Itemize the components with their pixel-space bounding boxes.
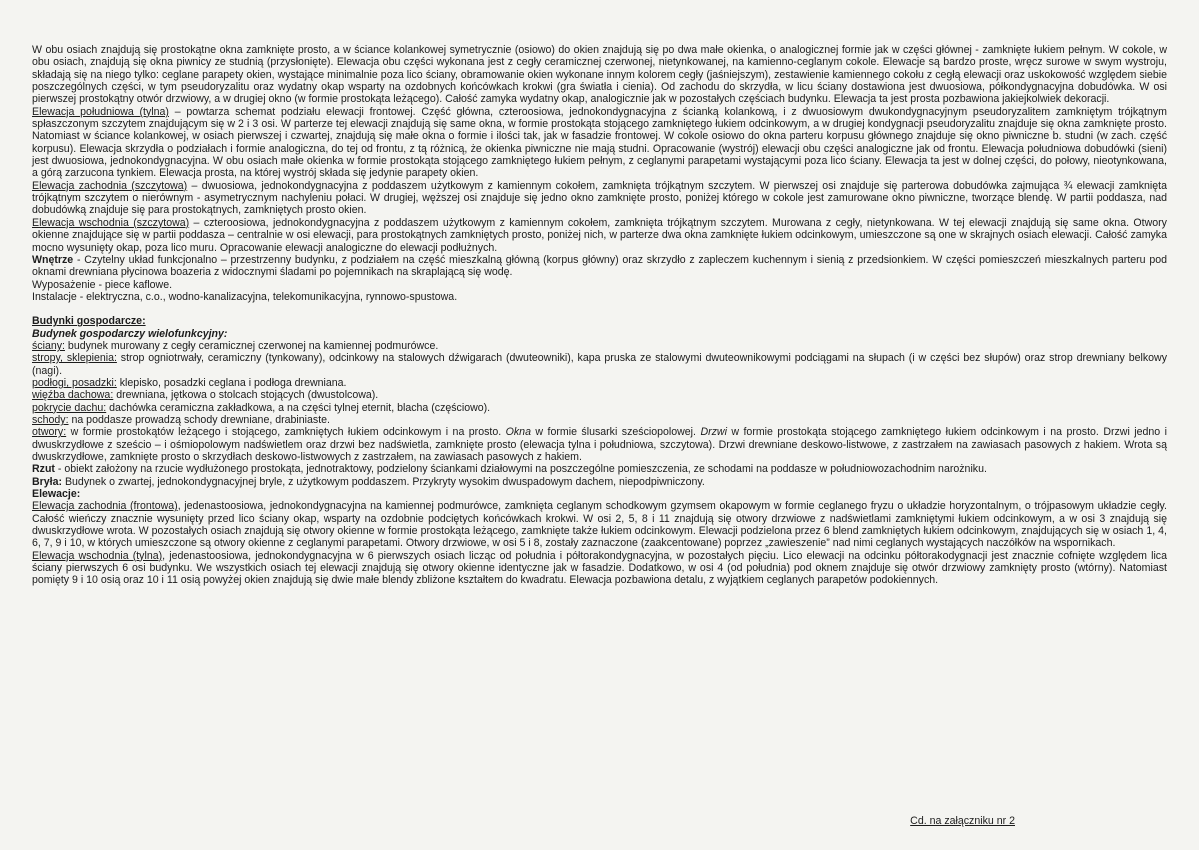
field-label: stropy, sklepienia: [32, 352, 117, 365]
paragraph-text: – dwuosiowa, jednokondygnacyjna z poddaszem użytkowym z kamiennym cokołem, zamknięta trójkątnym szczytem. W pierwszej osi znajduje się parterowa dobudówka zajmująca ¾ elewacji zamknięta trójkątnym szczytem o nierównym - asymetrycznym nachyleniu połaci. W drugiej, węższej osi znajduje się jedno okno zamknięte prosto, poniżej którego w cokole jest zamurowane okno piwniczne, tworzące blendę. W partii poddasza, nad dobudówką znajduje się para prostokątnych, zamkniętych prosto okien. [32, 179, 1167, 217]
section-label: Elewacja wschodnia (tylna) [32, 549, 163, 562]
section-label: Elewacja wschodnia (szczytowa) [32, 216, 190, 229]
continuation-note: Cd. na załączniku nr 2 [910, 815, 1015, 827]
field-value: budynek murowany z cegły ceramicznej czerwonej na kamiennej podmurówce. [64, 339, 439, 352]
subheading: Elewacje: [32, 488, 81, 501]
field-value-italic: Drzwi [700, 426, 727, 439]
field-row [32, 340, 1167, 352]
section-label: Elewacja zachodnia (szczytowa) [32, 179, 188, 192]
spacer [32, 303, 1167, 315]
heading: Budynki gospodarcze: [32, 315, 146, 328]
field-row [32, 414, 1167, 426]
field-row [32, 402, 1167, 414]
field-label: pokrycie dachu: [32, 401, 107, 414]
paragraph-text: - Czytelny układ funkcjonalno – przestrzenny budynku, z podziałem na część mieszkalną główną (korpus główny) oraz skrzydło z zapleczem kuchennym i sienią z przedsionkiem. W części pomieszczeń mieszkalnych parteru pod oknami drewniana płycinowa boazeria z widocznymi śladami po pojemnikach na skraplającą się wodę. [32, 253, 1167, 279]
field-value: drewniana, jętkowa o stolcach stojących (dwustolcowa). [113, 389, 379, 402]
paragraph [32, 217, 1167, 254]
paragraph [32, 106, 1167, 180]
paragraph [32, 476, 1167, 488]
field-value: na poddasze prowadzą schody drewniane, drabiniaste. [68, 413, 330, 426]
paragraph-text: , jedenastoosiowa, jednokondygnacyjna na kamiennej podmurówce, zamknięta ceglanym schodkowym gzymsem okapowym w formie ceglanego fryzu o układzie horyzontalnym, o trójpasowym układzie cegły. Całość wieńczy znacznie wysunięty przed lico ściany okap, wsparty na ozdobnie podciętych końcówkach krokwi. W osi 2, 5, 8 i 11 znajdują się otwory drzwiowe z nadświetlami zamkniętymi łukiem odcinkowym, a w osi 3 znajdują się dwuskrzydłowe wrota. W pozostałych osiach znajdują się otwory okienne w formie prostokąta leżącego, zamknięte także łukiem odcinkowym. Elewacji podzielona przez 6 blend zamkniętych łukiem odcinkowym, znajdujących się w osiach 1, 4, 6, 7, 9 i 10, w których umieszczone są otwory okienne z ceglanymi parapetami. Otwory drzwiowe, w osi 5 i 8, zostały zaznaczone (zaakcentowane) poprzez „zawieszenie” nad nimi ceglanych wystających naczółków na wspornikach. [32, 500, 1167, 550]
paragraph: Instalacje - elektryczna, c.o., wodno-kanalizacyjna, telekomunikacyjna, rynnowo-spustowa. [32, 290, 458, 303]
section-label: Rzut [32, 463, 55, 476]
paragraph [32, 500, 1167, 549]
paragraph-text: Budynek o zwartej, jednokondygnacyjnej bryle, z użytkowym poddaszem. Przykryty wysokim dwuspadowym dachem, niepodpiwniczony. [62, 475, 705, 488]
field-label: schody: [32, 413, 69, 426]
field-label: podłogi, posadzki: [32, 376, 117, 389]
field-value-italic: Okna [505, 426, 531, 439]
paragraph-text: - obiekt założony na rzucie wydłużonego prostokąta, jednotraktowy, podzielony ściankami działowymi na poszczególne pomieszczenia, ze schodami na poddasze w południowozachodnim narożniku. [54, 463, 987, 476]
field-value: w formie prostokąta stojącego zamkniętego łukiem odcinkowym i na prosto. Drzwi jedno i dwuskrzydłowe z sześcio – i ośmiopolowym nadświetlem oraz drzwi bez nadświetla, zamknięte prosto (elewacja tylna i południowa, szczytowa). Drzwi drewniane deskowo-listwowe, z zastrzałem na zawiasach pasowych z hakiem. Wrota są dwuskrzydłowe, zamknięte prosto o skrzydłach deskowo-listwowych z zastrzałem, na zawiasach pasowych z hakiem. [32, 426, 1167, 463]
field-value: strop ogniotrwały, ceramiczny (tynkowany), odcinkowy na stalowych dźwigarach (dwuteowniki), kapa pruska ze stalowymi dwuteownikowymi podciągami na słupach (i w części bez słupów) oraz strop drewniany belkowy (nagi). [32, 352, 1167, 377]
field-label: ściany: [32, 339, 65, 352]
paragraph-text: – czteroosiowa, jednokondygnacyjna z poddaszem użytkowym z kamiennym cokołem, zamknięta trójkątnym szczytem. Murowana z cegły, nietynkowana. W tej elewacji znajdują się same okna. Otwory okienne znajdujące się w partii poddasza – centralnie w osi elewacji, para prostokątnych zamkniętych prosto, poniżej nich, w parterze dwa okna zamknięte łukiem odcinkowym, umieszczone są one w skrajnych osiach elewacji. Całość zamyka mocno wysunięty okap, poza lico muru. Opracowanie elewacji analogiczne do elewacji podłużnych. [32, 216, 1167, 254]
section-label: Elewacja zachodnia (frontowa) [32, 500, 178, 513]
field-row [32, 426, 1167, 463]
paragraph [32, 254, 1167, 279]
paragraph-text: , jedenastoosiowa, jednokondygnacyjna w 6 pierwszych osiach licząc od południa i półtorakondygnacyjna, w pozostałych pięciu. Lico elewacji na odcinku półtorakodygnacji jest znacznie cofnięte względem lica ściany pierwszych 6 osi budynku. We wszystkich osiach tej elewacji znajdują się otwory okienne identyczne jak w fasadzie. Dodatkowo, w osi 4 (od południa) pod oknem znajduje się otwór drzwiowy zamknięty prosto (wtórny). Natomiast pomięty 9 i 10 osią oraz 10 i 11 osią powyżej okien znajdują się dwie małe blendy zbliżone kształtem do kwadratu. Elewacja pozbawiona detalu, z wyjątkiem ceglanych parapetów podokiennych. [32, 549, 1167, 587]
field-row [32, 377, 1167, 389]
section-label: Bryła: [32, 475, 63, 488]
field-label: otwory: [32, 426, 67, 439]
field-value: w formie ślusarki sześciopolowej. [530, 426, 701, 439]
field-label: więźba dachowa: [32, 389, 114, 402]
field-value: dachówka ceramiczna zakładkowa, a na części tylnej eternit, blacha (częściowo). [106, 401, 491, 414]
section-label: Elewacja południowa (tylna) [32, 105, 169, 118]
field-value: w formie prostokątów leżącego i stojącego, zamkniętych łukiem odcinkowym i na prosto. [66, 426, 506, 439]
paragraph [32, 550, 1167, 587]
paragraph [32, 180, 1167, 217]
paragraph [32, 463, 1167, 475]
paragraph: W obu osiach znajdują się prostokątne okna zamknięte prosto, a w ściance kolankowej symetrycznie (osiowo) do okien znajdują się po dwa małe okienka, o analogicznej formie jak w części głównej - zamknięte łukiem pełnym. W cokole, w obu osiach, znajdują się okna piwnicy ze studnią (przysłonięte). Elewacja obu części wykonana jest z cegły ceramicznej czerwonej, nietynkowanej, na kamienno-ceglanym cokole. Elewacje są bardzo proste, wręcz surowe w swym wystroju, składają się na niego tylko: ceglane parapety okien, wystające minimalnie poza lico ściany, obramowanie okien wykonane innym kolorem cegły (jaśniejszym), zestawienie kamiennego cokołu z cegłą elewacji oraz uskokowość względem siebie poszczególnych części, w tym pseudoryzalitu oraz wydatny okap wsparty na ozdobnych końcówkach krokwi (gra światła i cienia). Od zachodu do skrzydła, w licu ściany dostawiona jest dwuosiowa, półkondygnacyjna dobudówka. W osi pierwszej prostokątny otwór drzwiowy, a w drugiej okno (w formie prostokąta leżącego). Całość zamyka wydatny okap, analogicznie jak w pozostałych częściach budynku. Elewacja ta jest prosta pozbawiona jakiejkolwiek dekoracji. [32, 44, 1167, 106]
field-row [32, 352, 1167, 377]
field-row [32, 389, 1167, 401]
field-value: klepisko, posadzki ceglana i podłoga drewniana. [116, 376, 347, 389]
paragraph-text: – powtarza schemat podziału elewacji frontowej. Część główna, czteroosiowa, jednokondygnacyjna z ścianką kolankową, i z dwuosiowym dwukondygnacyjnym pseudoryzalitem zamkniętym trójkątnym spłaszczonym szczytem znajdującym się w 2 i 3 osi. W parterze tej elewacji znajdują się same okna, w formie prostokąta stojącego zamkniętego łukiem odcinkowym, a w drugiej kondygnacji pseudoryzalitu znajduje się okna zamknięte prosto. Natomiast w ściance kolankowej, w osiach pierwszej i czwartej, znajdują się małe okna o formie i ilości tak, jak w fasadzie frontowej. W cokole osiowo do okna parteru korpusu głównego znajduje się okno piwniczne b. studni (w zach. część korpusu). Elewacja skrzydła o podziałach i formie analogiczna, do tej od frontu, z tą różnicą, że okienka piwniczne nie mają studni. Opracowanie (wystrój) elewacji obu części analogiczne jak od frontu. Elewacja południowa dobudówki (sieni) jest dwuosiowa, jednokondygnacyjna. W obu osiach małe okienka w formie prostokąta stojącego zamkniętego łukiem pełnym, z ceglanymi parapetami wystającymi poza lico ściany. Elewacja ta jest w dolnej części, do połowy, nieotynkowana, a górą zarzucona tynkiem. Elewacja prosta, na której wystrój składa się jedynie parapety okien. [32, 105, 1167, 180]
paragraph: Wyposażenie - piece kaflowe. [32, 278, 173, 291]
section-label: Wnętrze [32, 253, 74, 266]
subheading: Budynek gospodarczy wielofunkcyjny: [32, 327, 228, 340]
